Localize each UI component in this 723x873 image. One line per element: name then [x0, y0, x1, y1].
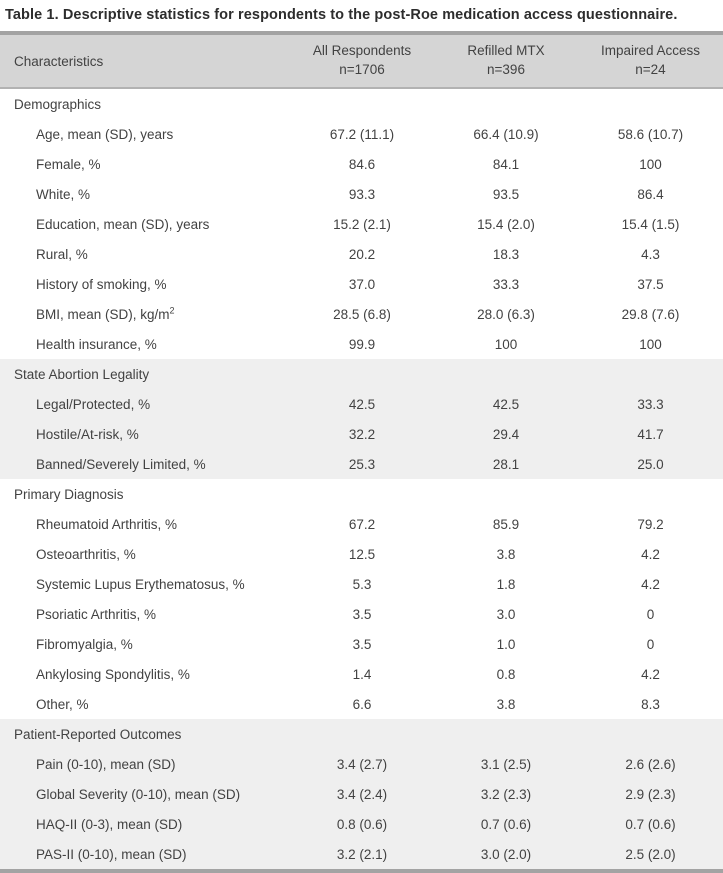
cell-value: 100	[639, 336, 662, 352]
cell-value: 3.0	[496, 606, 516, 622]
row-label: White, %	[36, 186, 91, 202]
cell-value: 66.4 (10.9)	[473, 126, 539, 142]
cell-value: 12.5	[348, 546, 376, 562]
column-header-label: All Respondents	[312, 43, 412, 59]
cell-value: 0.8 (0.6)	[336, 816, 388, 832]
row-label: Hostile/At-risk, %	[36, 426, 139, 442]
cell-value: 3.4 (2.7)	[336, 756, 388, 772]
table-row	[0, 239, 723, 269]
cell-value: 41.7	[637, 426, 664, 442]
row-label: Other, %	[36, 696, 89, 712]
row-label: Global Severity (0-10), mean (SD)	[36, 786, 241, 802]
cell-value: 6.6	[352, 696, 372, 712]
cell-value: 86.4	[637, 186, 664, 202]
cell-value: 93.5	[492, 186, 520, 202]
row-label: Osteoarthritis, %	[36, 546, 136, 562]
cell-value: 100	[639, 156, 662, 172]
cell-value: 3.8	[496, 546, 516, 562]
row-label: Age, mean (SD), years	[36, 126, 174, 142]
cell-value: 3.2 (2.3)	[480, 786, 532, 802]
row-label: Female, %	[36, 156, 101, 172]
cell-value: 37.0	[348, 276, 376, 292]
row-label: Systemic Lupus Erythematosus, %	[36, 576, 245, 592]
table-body	[0, 89, 723, 869]
cell-value: 28.1	[492, 456, 520, 472]
section-title: Patient-Reported Outcomes	[14, 726, 182, 742]
cell-value: 37.5	[637, 276, 664, 292]
section-title: Primary Diagnosis	[14, 486, 124, 502]
cell-value: 4.2	[641, 546, 660, 562]
cell-value: 67.2 (11.1)	[329, 126, 395, 142]
column-header-n: n=1706	[339, 62, 385, 77]
cell-value: 0.7 (0.6)	[625, 816, 676, 832]
table-row	[0, 269, 723, 299]
section-title: Demographics	[14, 96, 102, 112]
cell-value: 0	[646, 636, 655, 652]
table-row	[0, 509, 723, 539]
column-header-refilled-mtx	[434, 42, 578, 80]
cell-value: 32.2	[348, 426, 376, 442]
column-header-characteristics: Characteristics	[14, 53, 104, 69]
cell-value: 29.8 (7.6)	[621, 306, 680, 322]
row-label: BMI, mean (SD), $kg/m^2$	[36, 305, 175, 322]
cell-value: 3.8	[496, 696, 516, 712]
column-header-n: n=24	[635, 62, 666, 77]
row-label: Legal/Protected, %	[36, 396, 151, 412]
column-header-label: Impaired Access	[600, 43, 701, 59]
cell-value: 3.5	[352, 606, 372, 622]
section-header	[0, 479, 723, 509]
table-row	[0, 749, 723, 779]
cell-value: 0	[646, 606, 655, 622]
cell-value: 4.3	[641, 246, 660, 262]
cell-value: 2.6 (2.6)	[625, 756, 676, 772]
cell-value: 42.5	[348, 396, 376, 412]
cell-value: 3.4 (2.4)	[336, 786, 388, 802]
table-row	[0, 389, 723, 419]
row-label: Education, mean (SD), years	[36, 216, 210, 232]
cell-value: 33.3	[637, 396, 664, 412]
section-demographics	[0, 89, 723, 359]
section-state-abortion-legality	[0, 359, 723, 479]
row-label: History of smoking, %	[36, 276, 167, 292]
cell-value: 79.2	[637, 516, 664, 532]
table-header-row	[0, 35, 723, 89]
cell-value: 28.0 (6.3)	[477, 306, 535, 322]
superscript: 2	[169, 305, 175, 315]
cell-value: 3.1 (2.5)	[480, 756, 532, 772]
table-row	[0, 599, 723, 629]
cell-value: 42.5	[492, 396, 520, 412]
table-row	[0, 209, 723, 239]
row-label: PAS-II (0-10), mean (SD)	[36, 846, 187, 862]
table-row	[0, 119, 723, 149]
table-row	[0, 809, 723, 839]
row-label: Rural, %	[36, 246, 88, 262]
row-label: Fibromyalgia, %	[36, 636, 133, 652]
cell-value: 0.7 (0.6)	[480, 816, 532, 832]
column-header-n: n=396	[487, 62, 525, 77]
cell-value: 4.2	[641, 666, 660, 682]
cell-value: 15.4 (1.5)	[621, 216, 680, 232]
section-primary-diagnosis	[0, 479, 723, 719]
row-label: Banned/Severely Limited, %	[36, 456, 206, 472]
table-row	[0, 629, 723, 659]
row-label: Ankylosing Spondylitis, %	[36, 666, 190, 682]
cell-value: 1.0	[496, 636, 516, 652]
table-row	[0, 689, 723, 719]
cell-value: 3.5	[352, 636, 372, 652]
cell-value: 15.2 (2.1)	[333, 216, 391, 232]
cell-value: 1.4	[352, 666, 372, 682]
descriptive-statistics-table	[0, 31, 723, 873]
cell-value: 67.2	[348, 516, 376, 532]
row-label: Health insurance, %	[36, 336, 157, 352]
table-row	[0, 659, 723, 689]
table-row	[0, 299, 723, 329]
cell-value: 93.3	[348, 186, 376, 202]
cell-value: 0.8	[496, 666, 516, 682]
row-label: HAQ-II (0-3), mean (SD)	[36, 816, 183, 832]
cell-value: 33.3	[492, 276, 520, 292]
cell-value: 2.9 (2.3)	[625, 786, 676, 802]
section-header	[0, 359, 723, 389]
table-row	[0, 839, 723, 869]
table-row	[0, 539, 723, 569]
table-row	[0, 419, 723, 449]
table-row	[0, 779, 723, 809]
table-row	[0, 329, 723, 359]
cell-value: 84.1	[492, 156, 520, 172]
cell-value: 3.2 (2.1)	[336, 846, 388, 862]
cell-value: 15.4 (2.0)	[477, 216, 535, 232]
column-header-impaired-access	[578, 42, 723, 80]
column-header-all-respondents	[290, 42, 434, 80]
cell-value: 84.6	[348, 156, 376, 172]
cell-value: 3.0 (2.0)	[480, 846, 532, 862]
cell-value: 18.3	[492, 246, 520, 262]
section-header	[0, 89, 723, 119]
cell-value: 85.9	[492, 516, 520, 532]
table-row	[0, 449, 723, 479]
row-label: Psoriatic Arthritis, %	[36, 606, 157, 622]
table-title: Table 1. Descriptive statistics for respondents to the post-Roe medication access questionnaire.	[5, 7, 678, 23]
section-header	[0, 719, 723, 749]
cell-value: 20.2	[348, 246, 376, 262]
row-label: Rheumatoid Arthritis, %	[36, 516, 178, 532]
cell-value: 8.3	[641, 696, 660, 712]
cell-value: 99.9	[348, 336, 376, 352]
cell-value: 4.2	[641, 576, 660, 592]
row-label: Pain (0-10), mean (SD)	[36, 756, 176, 772]
table-row	[0, 149, 723, 179]
section-patient-reported-outcomes	[0, 719, 723, 869]
column-header-label: Refilled MTX	[467, 43, 545, 59]
cell-value: 28.5 (6.8)	[333, 306, 391, 322]
cell-value: 2.5 (2.0)	[625, 846, 676, 862]
cell-value: 58.6 (10.7)	[617, 126, 684, 142]
cell-value: 100	[494, 336, 518, 352]
cell-value: 25.0	[637, 456, 664, 472]
cell-value: 1.8	[496, 576, 516, 592]
cell-value: 29.4	[492, 426, 520, 442]
table-row	[0, 179, 723, 209]
table-row	[0, 569, 723, 599]
section-title: State Abortion Legality	[14, 366, 150, 382]
cell-value: 5.3	[352, 576, 372, 592]
cell-value: 25.3	[348, 456, 376, 472]
